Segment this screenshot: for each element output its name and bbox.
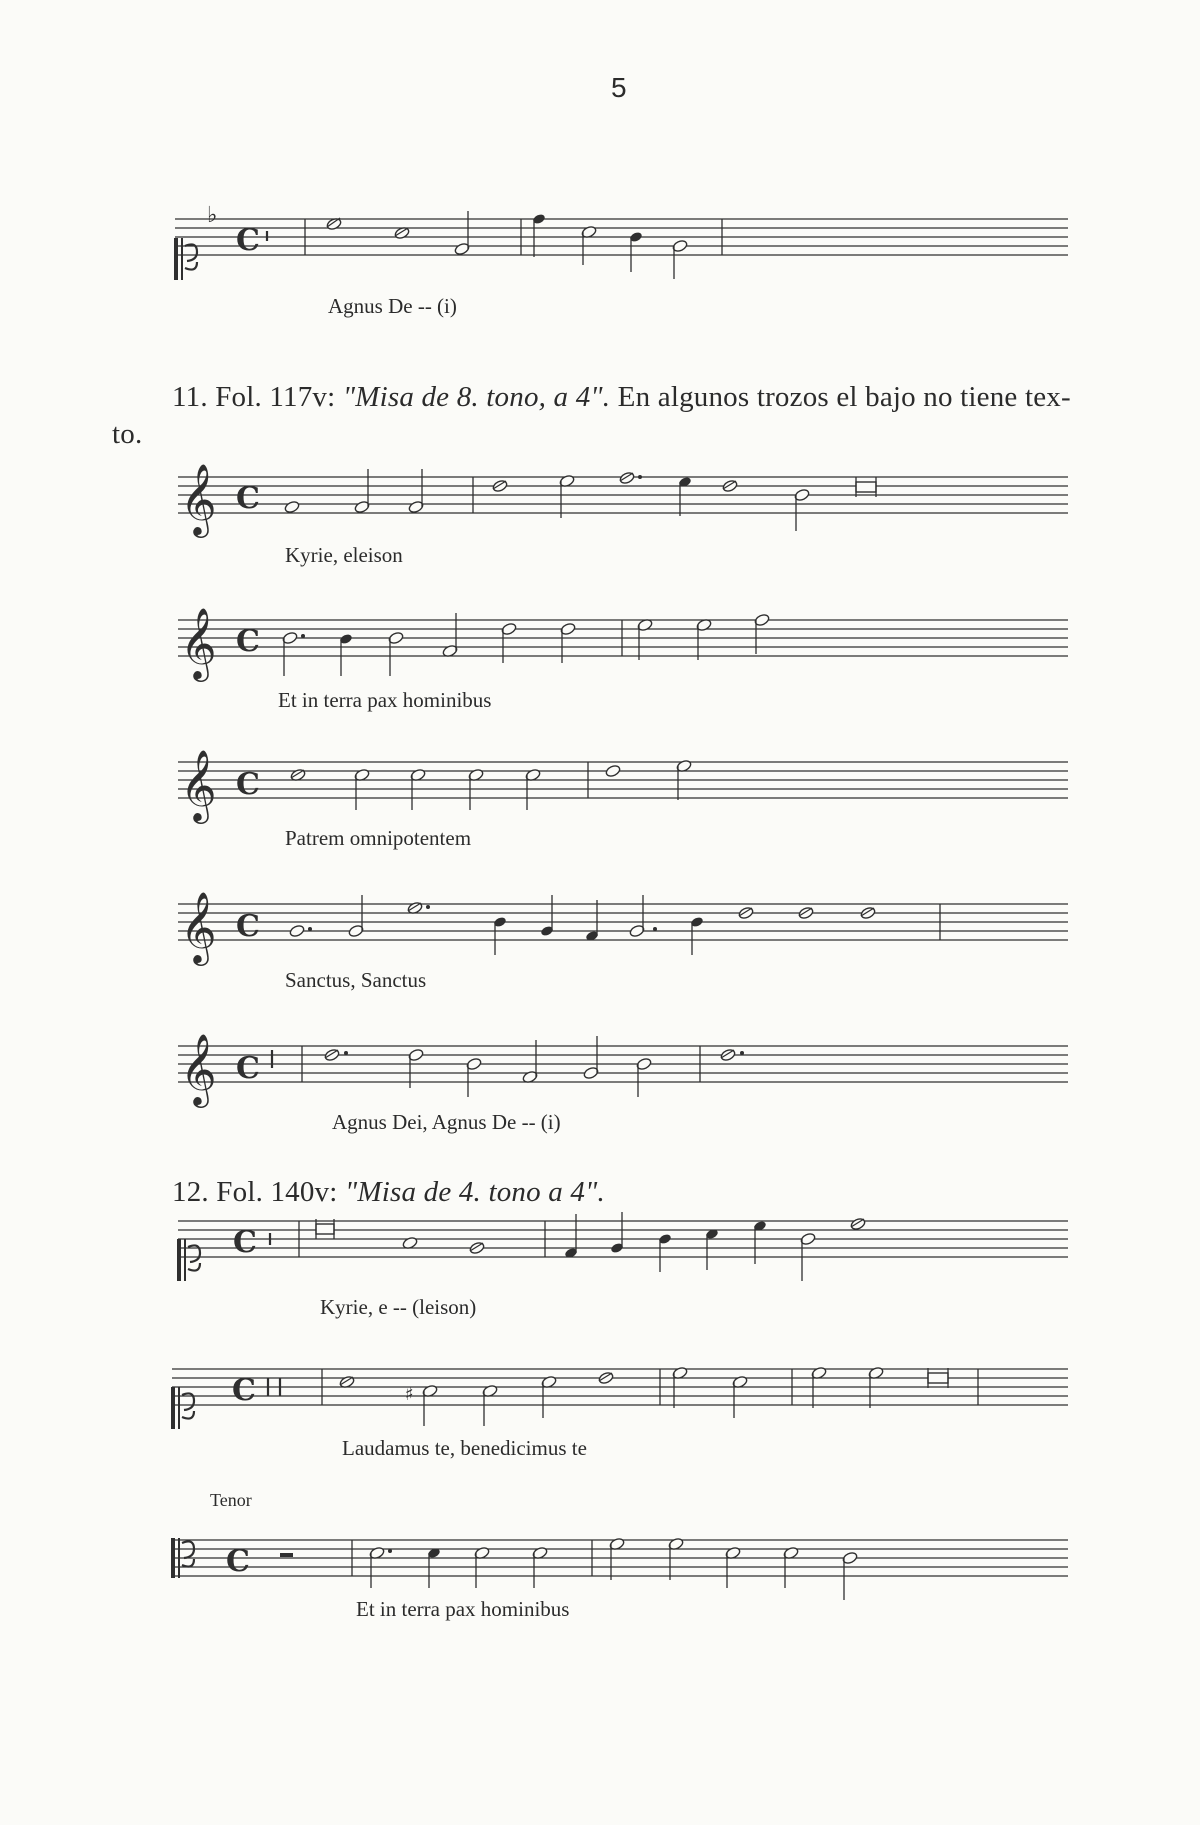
section-heading-11	[172, 381, 1071, 414]
incipit-caption: Et in terra pax hominibus	[278, 688, 492, 712]
breve-icon	[856, 477, 876, 497]
incipit-caption: Et in terra pax hominibus	[356, 1597, 570, 1621]
staff-laudamus	[171, 1366, 1068, 1429]
notes	[290, 759, 692, 810]
notes	[324, 1036, 744, 1097]
cut-time-icon: C	[236, 223, 260, 258]
c-clef-icon	[174, 238, 197, 280]
treble-clef-icon: 𝄞	[180, 606, 217, 679]
cut-time-icon: C	[236, 481, 260, 516]
treble-clef-icon: 𝄞	[180, 462, 217, 535]
cut-time-icon: C	[232, 1373, 256, 1408]
treble-clef-icon: 𝄞	[180, 890, 217, 963]
cut-time-icon: C	[236, 624, 260, 659]
cut-time-icon: C	[226, 1544, 250, 1579]
cut-time-icon: C	[236, 767, 260, 802]
incipit-caption: Kyrie, e -- (leison)	[320, 1295, 477, 1319]
rest-icon	[280, 1553, 293, 1557]
staff-agnus-dei-1	[174, 203, 1068, 280]
section-title: "Misa de 8. tono, a 4".	[342, 381, 611, 413]
staff-kyrie-eleison	[178, 462, 1068, 538]
incipit-caption: Patrem omnipotentem	[285, 826, 472, 850]
section-note: En algunos trozos el bajo no tiene tex-	[610, 381, 1071, 413]
breve-icon	[316, 1219, 334, 1239]
section-prefix: 12. Fol. 140v:	[172, 1176, 345, 1208]
staff-agnus-dei-2	[178, 1032, 1068, 1108]
notes	[316, 1212, 866, 1281]
incipit-caption: Agnus De -- (i)	[328, 294, 457, 318]
sharp-icon: ♯	[405, 1384, 414, 1405]
incipit-caption: Kyrie, eleison	[285, 543, 403, 567]
cut-time-icon: C	[236, 909, 260, 944]
staff-patrem	[178, 748, 1068, 824]
cut-time-icon: C	[236, 1051, 260, 1086]
staff-tenor-et-in-terra	[171, 1537, 1068, 1600]
notes	[282, 613, 770, 676]
section-prefix: 11. Fol. 117v:	[172, 381, 343, 413]
cut-time-icon: C	[233, 1225, 257, 1260]
section-title: "Misa de 4. tono a 4".	[345, 1176, 605, 1208]
notes	[369, 1537, 858, 1600]
staff-sanctus	[178, 890, 1068, 966]
incipit-caption: Laudamus te, benedicimus te	[342, 1436, 587, 1460]
page-number: 5	[611, 72, 627, 103]
treble-clef-icon: 𝄞	[180, 748, 217, 821]
incipit-caption: Sanctus, Sanctus	[285, 968, 427, 992]
section-note-continuation: to.	[112, 418, 143, 450]
staff-et-in-terra-1	[178, 606, 1068, 682]
staff-kyrie-e-leison	[177, 1212, 1068, 1281]
breve-icon	[928, 1368, 948, 1388]
section-heading-12	[172, 1176, 605, 1209]
c-clef-icon	[177, 1239, 200, 1281]
c-clef-icon	[171, 1387, 194, 1429]
flat-icon: ♭	[207, 203, 218, 228]
incipit-caption: Agnus Dei, Agnus De -- (i)	[332, 1110, 561, 1134]
notes	[284, 469, 876, 531]
notes	[326, 211, 688, 279]
voice-label: Tenor	[210, 1490, 252, 1510]
treble-clef-icon: 𝄞	[180, 1032, 217, 1105]
